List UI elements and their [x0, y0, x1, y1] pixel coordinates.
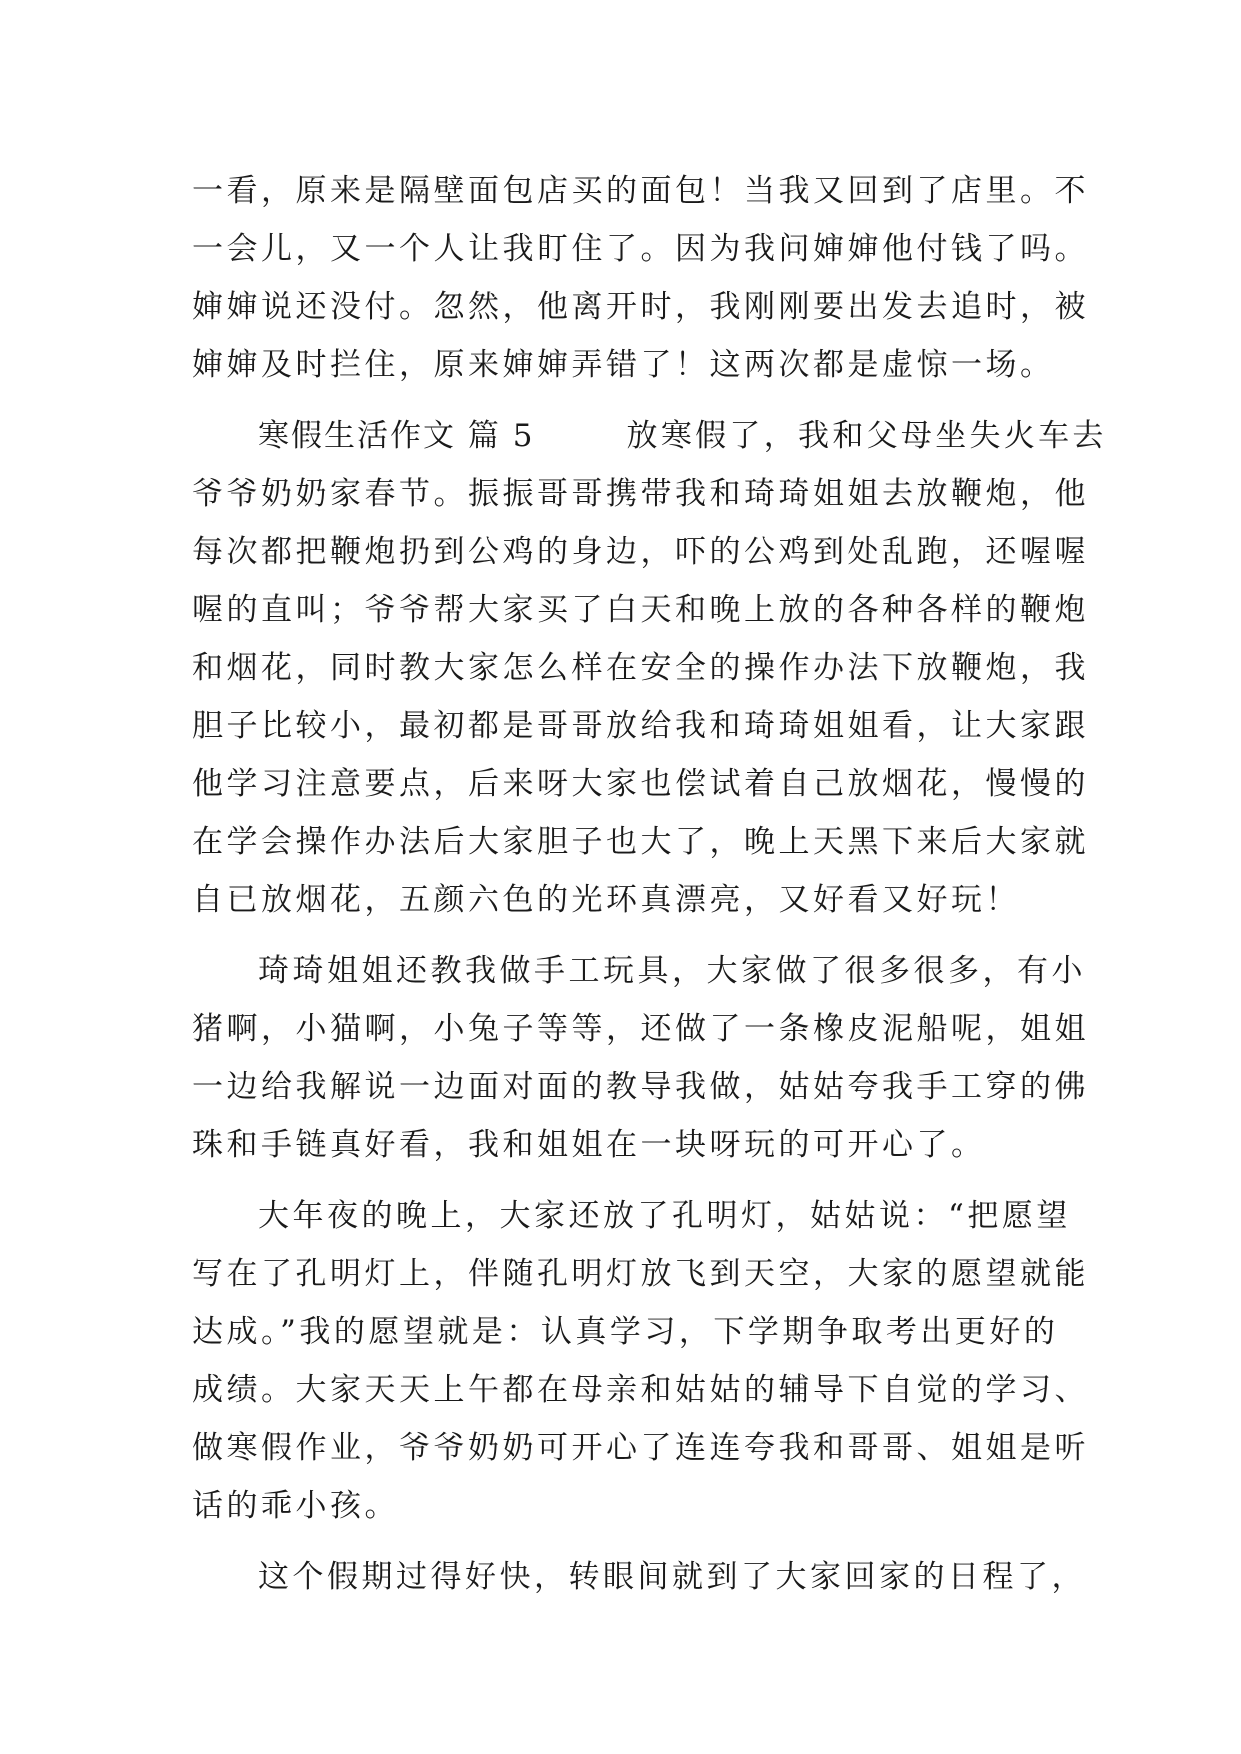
text-line: 猪啊，小猫啊，小兔子等等，还做了一条橡皮泥船呢，姐姐 [192, 1011, 1089, 1047]
section-5 [192, 407, 1107, 929]
text-line: 达成。”我的愿望就是：认真学习，下学期争取考出更好的 [192, 1314, 1059, 1350]
text-line: 喔的直叫；爷爷帮大家买了白天和晚上放的各种各样的鞭炮 [192, 592, 1089, 628]
paragraph-gap [192, 394, 1072, 407]
paragraph-end [192, 1548, 1086, 1606]
text-line: 这个假期过得好快，转眼间就到了大家回家的日程了， [258, 1559, 1086, 1595]
paragraph-gap [192, 1174, 1072, 1187]
text-line: 珠和手链真好看，我和姐姐在一块呀玩的可开心了。 [192, 1127, 986, 1163]
text-line: 他学习注意要点，后来呀大家也偿试着自己放烟花，慢慢的 [192, 766, 1089, 802]
section-first-line-text: 放寒假了，我和父母坐失火车去 [626, 418, 1107, 454]
text-line: 爷爷奶奶家春节。振振哥哥携带我和琦琦姐姐去放鞭炮，他 [192, 476, 1089, 512]
text-line: 每次都把鞭炮扔到公鸡的身边，吓的公鸡到处乱跑，还喔喔 [192, 534, 1089, 570]
text-line: 大年夜的晚上，大家还放了孔明灯，姑姑说：“把愿望 [258, 1198, 1071, 1234]
text-line: 一会儿，又一个人让我盯住了。因为我问婶婶他付钱了吗。 [192, 231, 1089, 267]
text-line: 写在了孔明灯上，伴随孔明灯放飞到天空，大家的愿望就能 [192, 1256, 1089, 1292]
text-line: 婶婶及时拦住，原来婶婶弄错了！这两次都是虚惊一场。 [192, 347, 1055, 383]
text-line: 做寒假作业，爷爷奶奶可开心了连连夸我和哥哥、姐姐是听 [192, 1430, 1089, 1466]
text-line: 话的乖小孩。 [192, 1488, 399, 1524]
paragraph-toys [192, 942, 1089, 1174]
text-line: 在学会操作办法后大家胆子也大了，晚上天黑下来后大家就 [192, 824, 1089, 860]
text-line: 琦琦姐姐还教我做手工玩具，大家做了很多很多，有小 [258, 953, 1086, 989]
paragraph-lanterns [192, 1187, 1089, 1535]
paragraph-gap [192, 1535, 1072, 1548]
paragraph-continuation [192, 162, 1089, 394]
document-body [192, 162, 1107, 1606]
text-line: 一看，原来是隔壁面包店买的面包！当我又回到了店里。不 [192, 173, 1089, 209]
paragraph-gap [192, 929, 1072, 942]
text-line: 成绩。大家天天上午都在母亲和姑姑的辅导下自觉的学习、 [192, 1372, 1089, 1408]
text-line: 一边给我解说一边面对面的教导我做，姑姑夸我手工穿的佛 [192, 1069, 1089, 1105]
text-line: 婶婶说还没付。忽然，他离开时，我刚刚要出发去追时，被 [192, 289, 1089, 325]
text-line: 自已放烟花，五颜六色的光环真漂亮，又好看又好玩！ [192, 882, 1020, 918]
section-heading: 寒假生活作文 篇 5 [258, 418, 535, 454]
text-line: 和烟花，同时教大家怎么样在安全的操作办法下放鞭炮，我 [192, 650, 1089, 686]
section-heading-line [192, 407, 1107, 465]
text-line: 胆子比较小，最初都是哥哥放给我和琦琦姐姐看，让大家跟 [192, 708, 1089, 744]
spacer [534, 418, 626, 454]
